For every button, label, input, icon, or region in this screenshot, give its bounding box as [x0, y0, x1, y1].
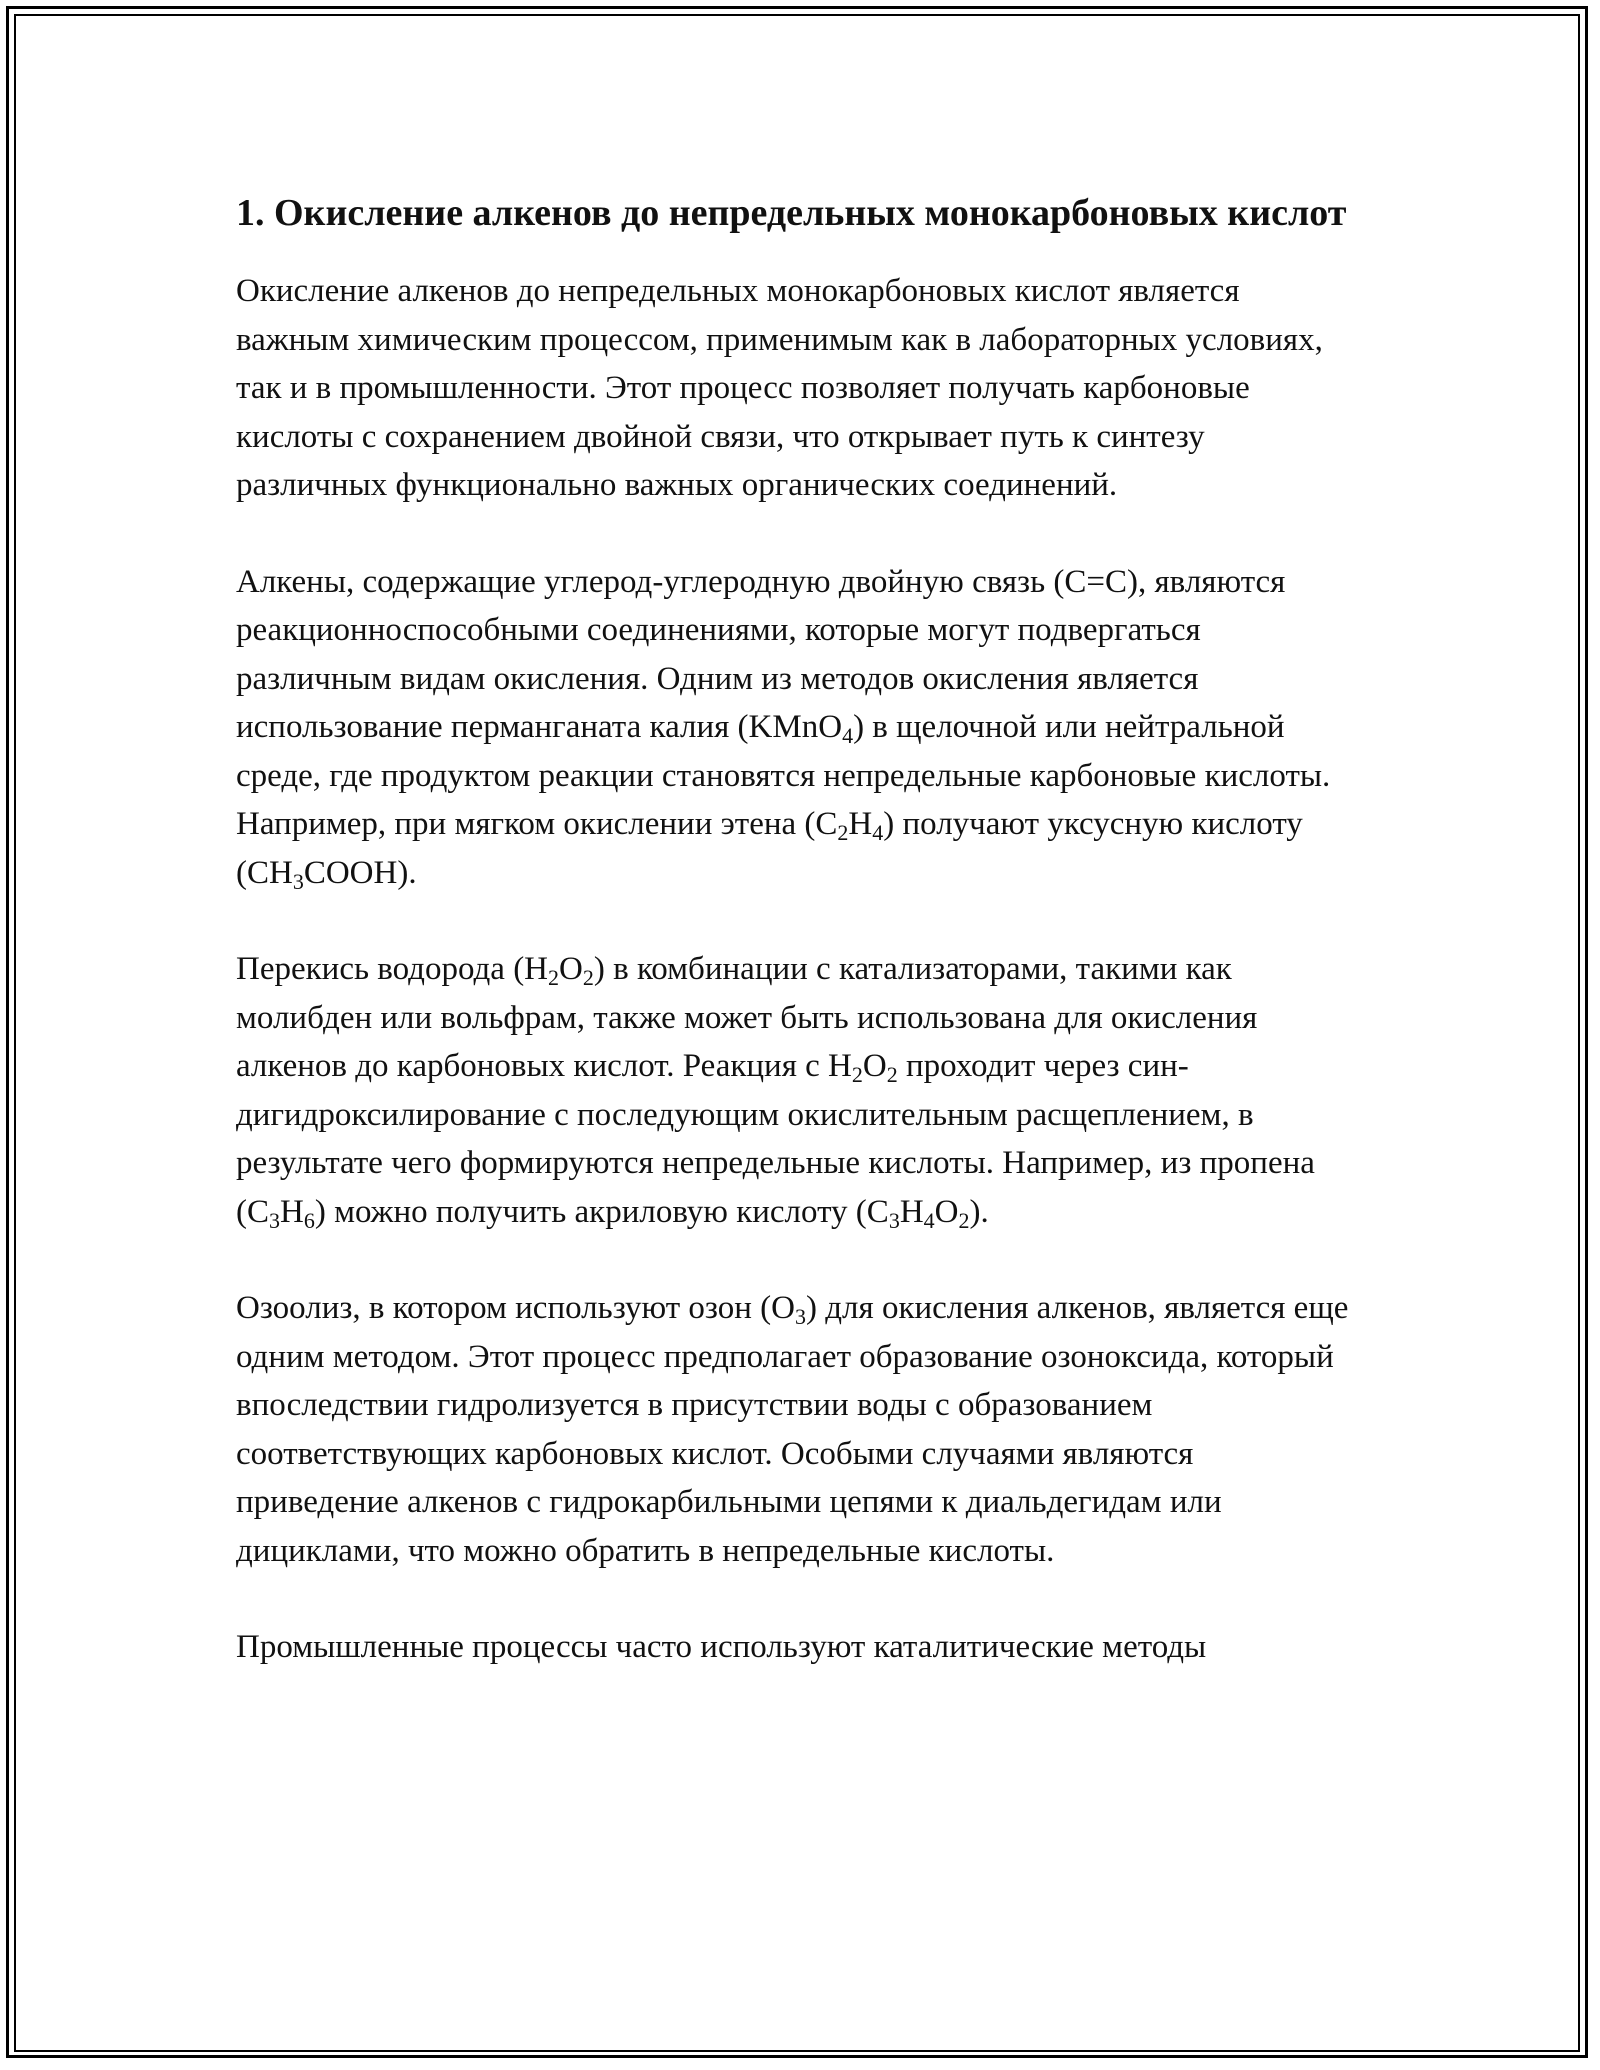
text-run: ) в комбинации с катализаторами, такими как молибден или вольфрам, также может быть использована для окисления алкенов до карбоновых кислот. Реакция с H	[236, 951, 1258, 1084]
text-run: ) в щелочной или нейтральной среде, где продуктом реакции становятся непредельные карбоновые кислоты. Например, при мягком окислении этена (C	[236, 709, 1331, 842]
text-run: ).	[969, 1193, 989, 1230]
formula-subscript: 2	[958, 1207, 970, 1233]
text-run: H	[848, 806, 873, 842]
formula-subscript: 3	[292, 868, 304, 894]
section-heading: 1. Окисление алкенов до непредельных монокарбоновых кислот	[236, 192, 1347, 234]
text-run: H	[899, 1193, 924, 1230]
formula-subscript: 3	[888, 1207, 900, 1233]
text-run: O	[559, 951, 583, 987]
paragraph-3	[236, 945, 1360, 1236]
text-run: ) получают уксусную кислоту (CH	[236, 806, 1303, 891]
text-run: COOH).	[303, 854, 417, 891]
paragraph-2	[236, 558, 1360, 898]
text-run: Алкены, содержащие углерод-углеродную двойную связь (C=C), являются реакционноспособными соединениями, которые могут подвергаться различным видам окисления. Одним из методов окисления является использование перманганата калия (KMnO	[236, 563, 1286, 745]
text-run: Окисление алкенов до непредельных монокарбоновых кислот является важным химическим процессом, применимым как в лабораторных условиях, так и в промышленности. Этот процесс позволяет получать карбоновые кислоты с сохранением двойной связи, что открывает путь к синтезу различных функционально важных органических соединений.	[236, 273, 1323, 503]
document-page	[236, 186, 1360, 1720]
formula-subscript: 4	[872, 820, 884, 845]
text-run: Промышленные процессы часто используют каталитические методы	[236, 1629, 1207, 1665]
paragraph-1	[236, 267, 1360, 510]
text-run: ) можно получить акриловую кислоту (C	[314, 1193, 889, 1230]
formula-subscript: 2	[837, 820, 849, 845]
formula-subscript: 3	[795, 1304, 807, 1329]
text-run: ) для окисления алкенов, является еще одним методом. Этот процесс предполагает образование озоноксида, который впоследствии гидролизуется в присутствии воды с образованием соответствующих карбоновых кислот. Особыми случаями являются приведение алкенов с гидрокарбильными цепями к диальдегидам или дициклами, что можно обратить в непредельные кислоты.	[236, 1290, 1349, 1569]
formula-subscript: 2	[851, 1062, 863, 1087]
paragraph-4	[236, 1284, 1360, 1575]
text-run: Перекись водорода (H	[236, 951, 549, 987]
formula-subscript: 2	[582, 965, 594, 990]
text-run: O	[934, 1193, 959, 1230]
text-run: Озоолиз, в котором используют озон (O	[236, 1290, 796, 1326]
text-run: H	[280, 1193, 304, 1230]
formula-subscript: 4	[842, 723, 854, 748]
paragraph-5	[236, 1623, 1360, 1672]
formula-subscript: 2	[548, 965, 560, 990]
formula-subscript: 3	[269, 1207, 280, 1233]
text-run: проходит через син-дигидроксилирование с последующим окислительным расщеплением, в результате чего формируются непредельные кислоты. Например, из пропена (C	[236, 1048, 1315, 1230]
text-run: O	[862, 1048, 887, 1084]
document-body	[236, 267, 1360, 1672]
formula-subscript: 6	[303, 1207, 315, 1233]
formula-subscript: 4	[923, 1207, 935, 1233]
formula-subscript: 2	[886, 1062, 898, 1087]
